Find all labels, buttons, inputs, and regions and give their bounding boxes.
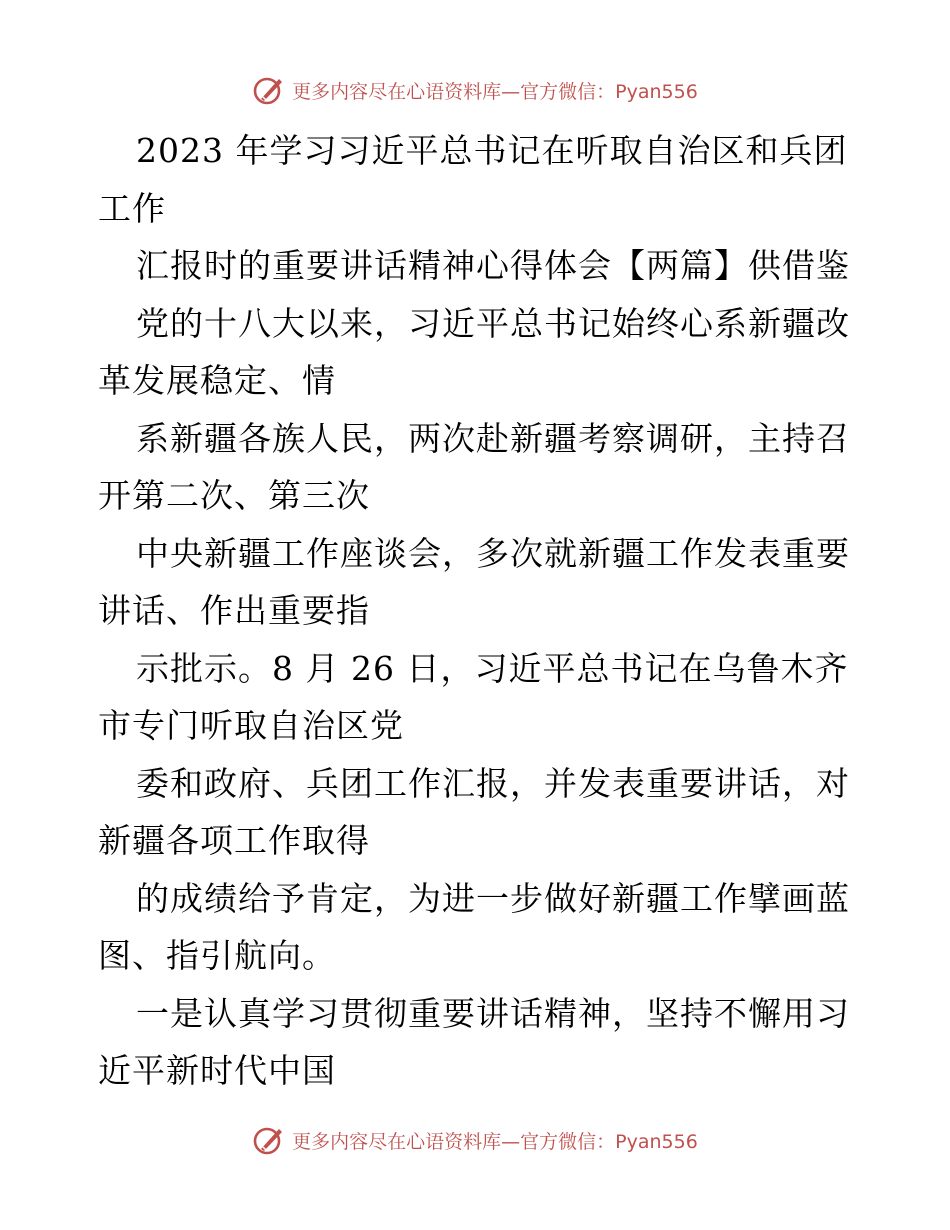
paragraph: 委和政府、兵团工作汇报，并发表重要讲话，对新疆各项工作取得 (98, 763, 850, 860)
paragraph-subtitle: 汇报时的重要讲话精神心得体会【两篇】供借鉴 (136, 246, 850, 285)
quill-pen-circle-icon (252, 73, 286, 107)
watermark-text: 更多内容尽在心语资料库—官方微信：Pyan556 (292, 1130, 698, 1153)
paragraph: 的成绩给予肯定，为进一步做好新疆工作擘画蓝图、指引航向。 (98, 878, 850, 975)
watermark-text: 更多内容尽在心语资料库—官方微信：Pyan556 (292, 80, 698, 103)
footer-watermark (0, 1122, 950, 1158)
paragraph: 中央新疆工作座谈会，多次就新疆工作发表重要讲话、作出重要指 (98, 533, 850, 630)
paragraph: 党的十八大以来，习近平总书记始终心系新疆改革发展稳定、情 (98, 303, 850, 400)
paragraph: 系新疆各族人民，两次赴新疆考察调研，主持召开第二次、第三次 (98, 418, 850, 515)
document-body (98, 122, 858, 1100)
paragraph: 示批示。8 月 26 日，习近平总书记在乌鲁木齐市专门听取自治区党 (98, 648, 849, 745)
quill-pen-circle-icon (252, 1123, 286, 1157)
paragraph: 一是认真学习贯彻重要讲话精神，坚持不懈用习近平新时代中国 (98, 993, 850, 1090)
paragraph-title: 2023 年学习习近平总书记在听取自治区和兵团工作 (98, 131, 848, 228)
header-watermark (0, 72, 950, 108)
